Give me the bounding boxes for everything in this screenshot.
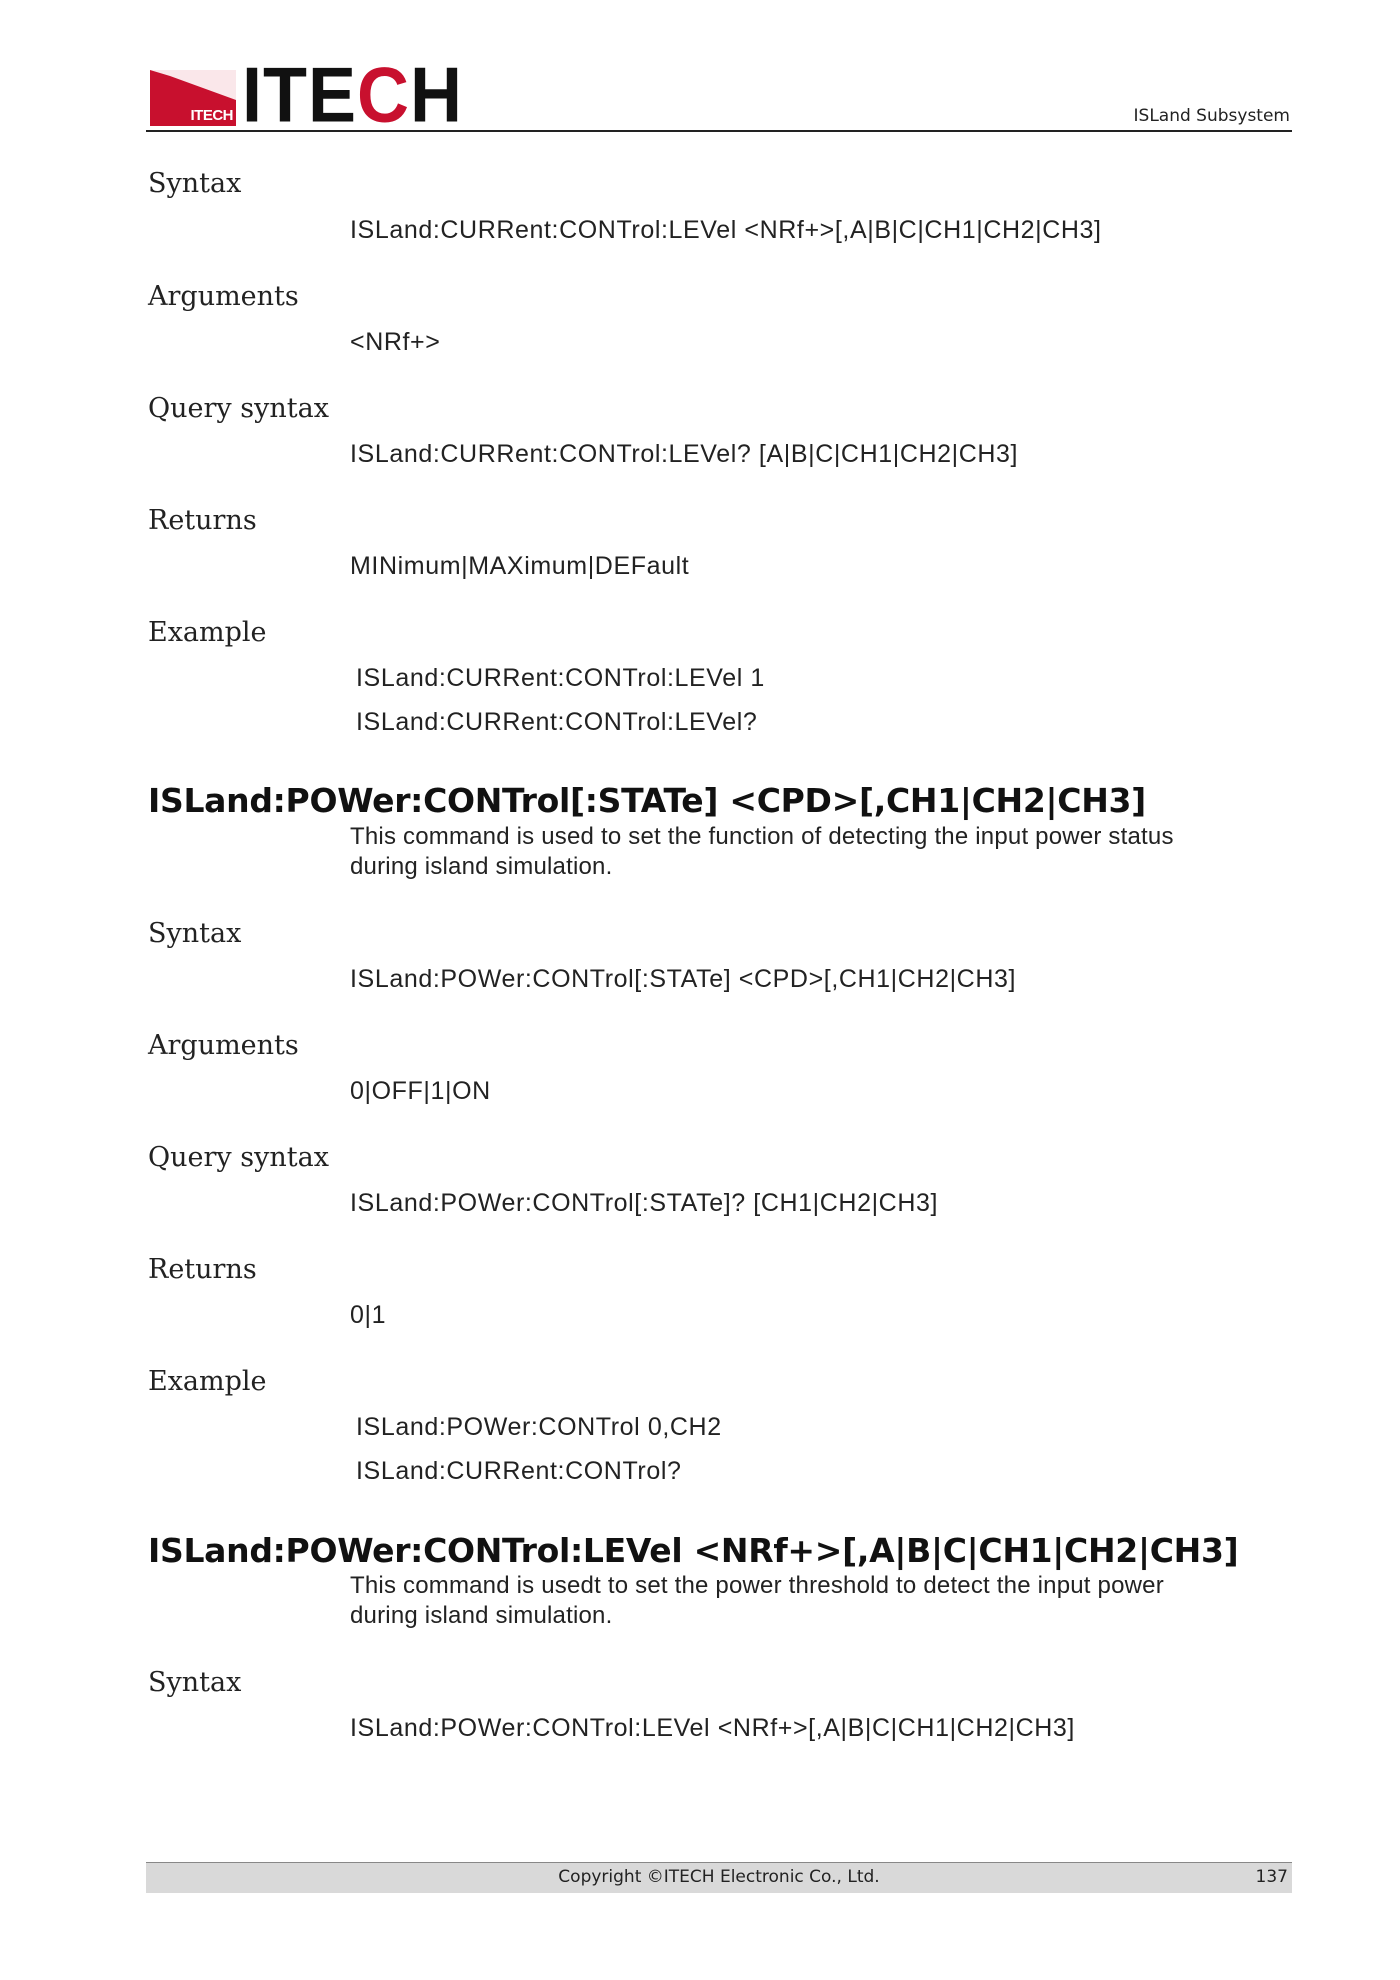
page-number: 137 <box>1255 1867 1288 1887</box>
description-line: This command is usedt to set the power threshold to detect the input power <box>350 1572 1164 1599</box>
logo-wordmark <box>242 52 464 139</box>
page-header <box>146 52 1292 139</box>
example-line: ISLand:POWer:CONTrol 0,CH2 <box>356 1413 722 1441</box>
query-syntax-label: Query syntax <box>148 393 329 424</box>
description-line: during island simulation. <box>350 853 613 880</box>
returns-value: MINimum|MAXimum|DEFault <box>350 552 690 580</box>
example-line: ISLand:CURRent:CONTrol? <box>356 1457 682 1485</box>
command-description <box>350 822 1270 882</box>
page-footer <box>146 1862 1292 1893</box>
syntax-value: ISLand:POWer:CONTrol[:STATe] <CPD>[,CH1|CH2|CH3] <box>350 965 1017 993</box>
returns-value: 0|1 <box>350 1301 387 1329</box>
example-line: ISLand:CURRent:CONTrol:LEVel 1 <box>356 664 765 692</box>
query-syntax-label: Query syntax <box>148 1142 329 1173</box>
syntax-value: ISLand:CURRent:CONTrol:LEVel <NRf+>[,A|B|C|CH1|CH2|CH3] <box>350 216 1102 244</box>
logo-mark <box>150 70 236 126</box>
itech-logo <box>150 52 464 139</box>
syntax-label: Syntax <box>148 168 242 199</box>
query-syntax-value: ISLand:CURRent:CONTrol:LEVel? [A|B|C|CH1|CH2|CH3] <box>350 440 1019 468</box>
arguments-label: Arguments <box>148 281 299 312</box>
arguments-value: 0|OFF|1|ON <box>350 1077 491 1105</box>
logo-wordmark-part-b: C <box>357 52 411 139</box>
copyright-text: Copyright ©ITECH Electronic Co., Ltd. <box>558 1867 880 1887</box>
example-line: ISLand:CURRent:CONTrol:LEVel? <box>356 708 758 736</box>
syntax-label: Syntax <box>148 1667 242 1698</box>
section-title: ISLand Subsystem <box>1133 106 1290 126</box>
syntax-label: Syntax <box>148 918 242 949</box>
logo-wordmark-part-a: ITE <box>242 52 358 139</box>
description-line: This command is used to set the function of detecting the input power status <box>350 823 1174 850</box>
command-description <box>350 1571 1270 1631</box>
returns-label: Returns <box>148 1254 257 1285</box>
description-line: during island simulation. <box>350 1602 613 1629</box>
example-label: Example <box>148 617 267 648</box>
logo-small-text: ITECH <box>190 107 233 124</box>
command-heading: ISLand:POWer:CONTrol:LEVel <NRf+>[,A|B|C|CH1|CH2|CH3] <box>148 1531 1239 1570</box>
example-label: Example <box>148 1366 267 1397</box>
query-syntax-value: ISLand:POWer:CONTrol[:STATe]? [CH1|CH2|CH3] <box>350 1189 939 1217</box>
returns-label: Returns <box>148 505 257 536</box>
command-heading: ISLand:POWer:CONTrol[:STATe] <CPD>[,CH1|CH2|CH3] <box>148 781 1146 820</box>
arguments-value: <NRf+> <box>350 328 441 356</box>
syntax-value: ISLand:POWer:CONTrol:LEVel <NRf+>[,A|B|C|CH1|CH2|CH3] <box>350 1714 1075 1742</box>
arguments-label: Arguments <box>148 1030 299 1061</box>
logo-wordmark-part-c: H <box>410 52 464 139</box>
